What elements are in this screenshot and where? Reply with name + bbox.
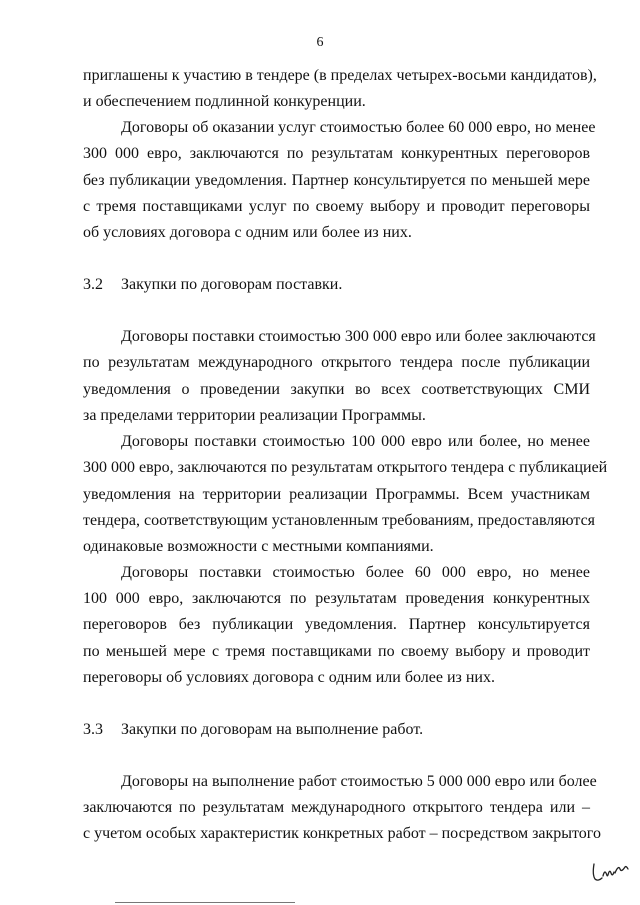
paragraph-line: с учетом особых характеристик конкретных работ – посредством закрытого xyxy=(83,825,601,842)
paragraph-line: одинаковые возможности с местными компаниями. xyxy=(83,538,434,555)
section-number: 3.3 xyxy=(83,721,103,738)
page-number: 6 xyxy=(316,35,324,50)
paragraph-line: об условиях договора с одним или более из них. xyxy=(83,224,412,241)
paragraph-line: за пределами территории реализации Программы. xyxy=(83,407,426,424)
paragraph-line: и обеспечением подлинной конкуренции. xyxy=(83,93,366,110)
paragraph-line: по меньшей мере с тремя поставщиками по своему выбору и проводит xyxy=(83,643,590,660)
bottom-rule xyxy=(115,902,295,903)
paragraph-line: Договоры поставки стоимостью более 60 000 евро, но менее xyxy=(121,564,590,581)
paragraph-line: тендера, соответствующим установленным требованиям, предоставляются xyxy=(83,512,596,529)
paragraph-line: приглашены к участию в тендере (в пределах четырех-восьми кандидатов), xyxy=(83,67,597,84)
paragraph-line: переговоров без публикации уведомления. Партнер консультируется xyxy=(83,616,590,633)
section-title: Закупки по договорам на выполнение работ. xyxy=(121,721,424,738)
paragraph-line: 300 000 евро, заключаются по результатам открытого тендера с публикацией xyxy=(83,459,608,476)
paragraph-line: Договоры на выполнение работ стоимостью 5 000 000 евро или более xyxy=(121,773,597,790)
paragraph-line: заключаются по результатам международного открытого тендера или – xyxy=(83,799,590,816)
paragraph-line: Договоры поставки стоимостью 100 000 евро или более, но менее xyxy=(121,433,590,450)
paragraph-line: Договоры об оказании услуг стоимостью более 60 000 евро, но менее xyxy=(121,119,596,136)
handwritten-initials xyxy=(591,856,631,884)
paragraph-line: уведомления на территории реализации Программы. Всем участникам xyxy=(83,486,590,503)
paragraph-line: с тремя поставщиками услуг по своему выбору и проводит переговоры xyxy=(83,198,590,215)
section-title: Закупки по договорам поставки. xyxy=(121,276,343,293)
paragraph-line: 300 000 евро, заключаются по результатам конкурентных переговоров xyxy=(83,145,590,162)
paragraph-line: по результатам международного открытого тендера после публикации xyxy=(83,354,590,371)
paragraph-line: 100 000 евро, заключаются по результатам проведения конкурентных xyxy=(83,590,590,607)
paragraph-line: без публикации уведомления. Партнер консультируется по меньшей мере xyxy=(83,172,590,189)
section-number: 3.2 xyxy=(83,276,103,293)
paragraph-line: Договоры поставки стоимостью 300 000 евро или более заключаются xyxy=(121,328,596,345)
paragraph-line: переговоры об условиях договора с одним или более из них. xyxy=(83,669,495,686)
paragraph-line: уведомления о проведении закупки во всех соответствующих СМИ xyxy=(83,381,590,398)
